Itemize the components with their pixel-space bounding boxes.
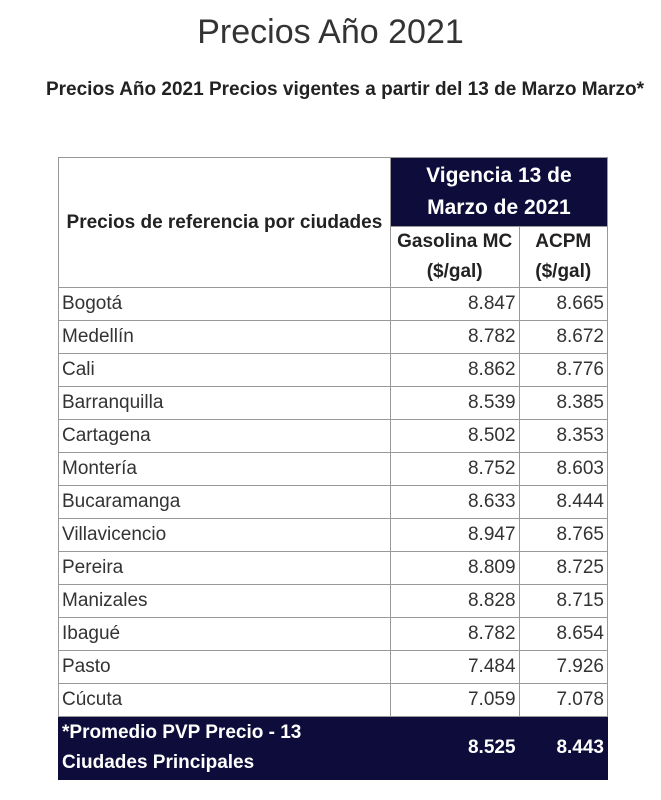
city-cell: Barranquilla — [59, 387, 391, 420]
acpm-price-cell: 8.765 — [519, 519, 607, 552]
gasolina-price-cell: 8.782 — [390, 321, 519, 354]
acpm-price-cell: 8.672 — [519, 321, 607, 354]
gasolina-price-cell: 8.809 — [390, 552, 519, 585]
city-cell: Montería — [59, 453, 391, 486]
city-cell: Villavicencio — [59, 519, 391, 552]
gasolina-price-cell: 8.847 — [390, 288, 519, 321]
gasolina-price-cell: 8.828 — [390, 585, 519, 618]
gasolina-price-cell: 8.633 — [390, 486, 519, 519]
acpm-price-cell: 7.926 — [519, 651, 607, 684]
page-title: Precios Año 2021 — [197, 13, 464, 51]
table-row — [59, 552, 608, 585]
gasolina-price-cell: 8.539 — [390, 387, 519, 420]
page-subtitle: Precios Año 2021 Precios vigentes a partir del 13 de Marzo Marzo* — [45, 79, 645, 100]
city-cell: Ibagué — [59, 618, 391, 651]
gasolina-price-cell: 7.059 — [390, 684, 519, 717]
table-row — [59, 420, 608, 453]
city-cell: Medellín — [59, 321, 391, 354]
city-cell: Bucaramanga — [59, 486, 391, 519]
average-label: *Promedio PVP Precio - 13 Ciudades Principales — [59, 717, 391, 780]
city-cell: Cartagena — [59, 420, 391, 453]
vigencia-header: Vigencia 13 de Marzo de 2021 — [390, 158, 607, 227]
prices-table-body — [59, 288, 608, 780]
city-cell: Pereira — [59, 552, 391, 585]
acpm-price-cell: 8.776 — [519, 354, 607, 387]
city-cell: Pasto — [59, 651, 391, 684]
average-acpm-cell: 8.443 — [519, 717, 607, 780]
prices-table — [58, 157, 608, 780]
acpm-price-cell: 8.725 — [519, 552, 607, 585]
gasolina-price-cell: 8.782 — [390, 618, 519, 651]
table-row — [59, 519, 608, 552]
acpm-price-cell: 8.654 — [519, 618, 607, 651]
average-gasolina-cell: 8.525 — [390, 717, 519, 780]
acpm-price-cell: 7.078 — [519, 684, 607, 717]
gasolina-price-cell: 8.947 — [390, 519, 519, 552]
acpm-price-cell: 8.715 — [519, 585, 607, 618]
gasolina-column-header: Gasolina MC ($/gal) — [390, 227, 519, 288]
acpm-price-cell: 8.385 — [519, 387, 607, 420]
city-cell: Bogotá — [59, 288, 391, 321]
acpm-price-cell: 8.444 — [519, 486, 607, 519]
table-row — [59, 354, 608, 387]
table-row — [59, 288, 608, 321]
table-row — [59, 684, 608, 717]
average-row — [59, 717, 608, 780]
table-row — [59, 321, 608, 354]
gasolina-price-cell: 7.484 — [390, 651, 519, 684]
table-row — [59, 486, 608, 519]
city-cell: Cúcuta — [59, 684, 391, 717]
table-row — [59, 618, 608, 651]
gasolina-price-cell: 8.752 — [390, 453, 519, 486]
city-cell: Manizales — [59, 585, 391, 618]
acpm-price-cell: 8.353 — [519, 420, 607, 453]
gasolina-price-cell: 8.862 — [390, 354, 519, 387]
acpm-column-header: ACPM ($/gal) — [519, 227, 607, 288]
gasolina-price-cell: 8.502 — [390, 420, 519, 453]
acpm-price-cell: 8.603 — [519, 453, 607, 486]
acpm-price-cell: 8.665 — [519, 288, 607, 321]
city-cell: Cali — [59, 354, 391, 387]
table-row — [59, 387, 608, 420]
table-row — [59, 453, 608, 486]
reference-prices-header: Precios de referencia por ciudades — [59, 158, 391, 288]
table-row — [59, 585, 608, 618]
table-row — [59, 651, 608, 684]
